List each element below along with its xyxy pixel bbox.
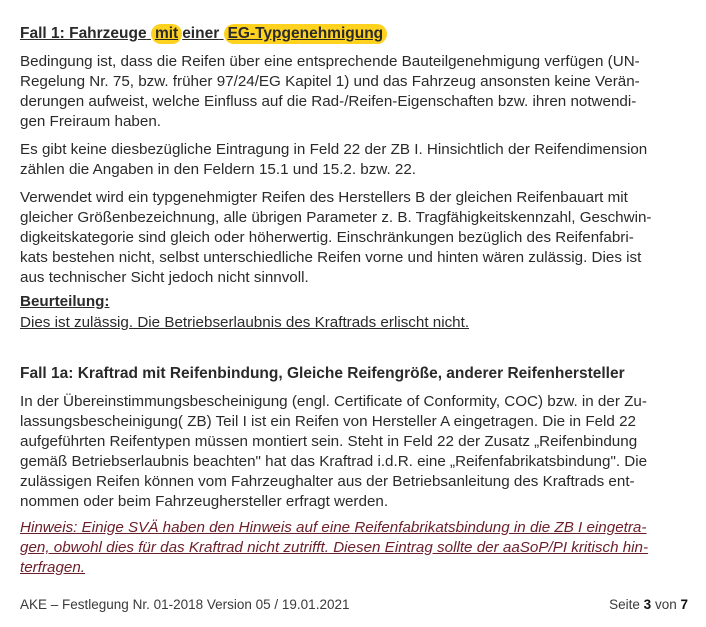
footer-page-total: 7 [680,597,688,612]
section1-heading-part3: einer [182,25,220,42]
highlight-eg-typgenehmigung: EG-Typgenehmigung [224,24,388,44]
s1-p2-line2: zählen die Angaben in den Feldern 15.1 und 15.2. bzw. 22. [20,161,417,178]
assessment-text: Dies ist zulässig. Die Betriebserlaubnis des Kraftrads erlischt nicht. [20,314,470,331]
s1-p1-line1: Bedingung ist, dass die Reifen über eine entsprechende Bauteilgenehmigung verfügen (UN- [20,53,640,70]
footer-page-number [609,597,688,612]
s1-p2-line1: Es gibt keine diesbezügliche Eintragung in Feld 22 der ZB I. Hinsichtlich der Reifendimension [20,141,648,158]
s1-p3-line5: aus technischer Sicht jedoch nicht sinnvoll. [20,269,309,286]
hint-line2: gen, obwohl dies für das Kraftrad nicht zutrifft. Diesen Eintrag sollte der aaSoP/PI kritisch hin- [20,539,649,556]
s2-p1-line6: nommen oder beim Fahrzeughersteller erfragt werden. [20,493,389,510]
s1-p3-line1: Verwendet wird ein typgenehmigter Reifen des Herstellers B der gleichen Reifenbauart mit [20,189,628,206]
s1-p3-line4: kats bestehen nicht, selbst unterschiedliche Reifen vorne und hinten wären zulässig. Dies ist [20,249,642,266]
s2-p1-line3: aufgeführten Reifentypen müssen montiert sein. Steht in Feld 22 der Zusatz „Reifenbindung [20,433,638,450]
s1-p1-line2: Regelung Nr. 75, bzw. früher 97/24/EG Kapitel 1) und das Fahrzeug ansonsten keine Verän- [20,73,640,90]
footer-page-prefix: Seite [609,597,640,612]
footer-page-sep: von [654,597,677,612]
s1-p1-line4: gen Freiraum haben. [20,113,161,130]
assessment-label: Beurteilung: [20,293,110,310]
hint-line3: terfragen. [20,559,86,576]
s2-p1-line4: gemäß Betriebserlaubnis beachten" hat das Kraftrad i.d.R. eine „Reifenfabrikatsbindung". Die [20,453,648,470]
s1-p3-line2: gleicher Größenbezeichnung, alle übrigen Parameter z. B. Tragfähigkeitskennzahl, Geschwin- [20,209,652,226]
highlight-mit: mit [151,24,182,44]
s2-p1-line5: zulässigen Reifen können vom Fahrzeughalter aus der Betriebsanleitung des Kraftrads ent- [20,473,635,490]
footer-page-current: 3 [643,597,652,612]
footer-document-id: AKE – Festlegung Nr. 01-2018 Version 05 / 19.01.2021 [20,597,350,612]
hint-line1: Hinweis: Einige SVÄ haben den Hinweis auf eine Reifenfabrikatsbindung in die ZB I eingetra- [20,519,647,536]
section2-heading: Fall 1a: Kraftrad mit Reifenbindung, Gleiche Reifengröße, anderer Reifenhersteller [20,365,625,382]
section1-heading [20,24,387,44]
s2-p1-line2: lassungsbescheinigung( ZB) Teil I ist ein Reifen von Hersteller A eingetragen. Die in Feld 22 [20,413,636,430]
s2-p1-line1: In der Übereinstimmungsbescheinigung (engl. Certificate of Conformity, COC) bzw. in der Zu- [20,393,647,410]
s1-p3-line3: digkeitskategorie sind gleich oder höherwertig. Einschränkungen bezüglich des Reifenfabri- [20,229,634,246]
s1-p1-line3: derungen aufweist, welche Einfluss auf die Rad-/Reifen-Eigenschaften bzw. ihren notwendi- [20,93,637,110]
section1-heading-part1: Fall 1: Fahrzeuge [20,25,147,42]
